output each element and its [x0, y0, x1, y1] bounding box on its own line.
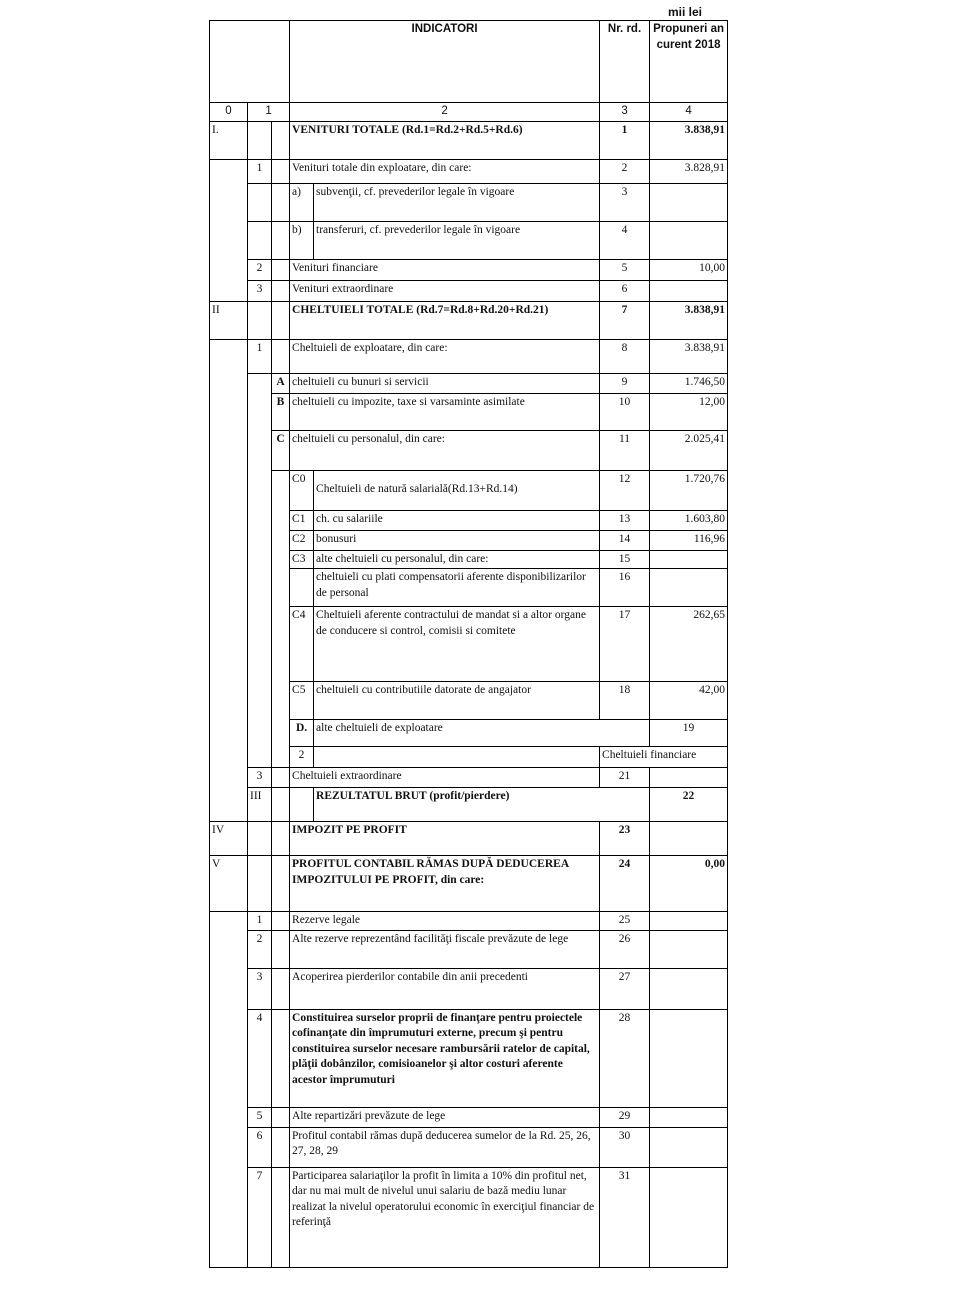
- row-value: 1.603,80: [650, 510, 728, 530]
- row-number: 12: [600, 470, 650, 510]
- subcategory-code: C5: [290, 682, 314, 720]
- header-row: [210, 21, 728, 103]
- subcategory-code: C0: [290, 470, 314, 510]
- item-number: 3: [248, 280, 272, 301]
- table-row: [210, 183, 728, 221]
- row-label: cheltuieli cu bunuri si servicii: [290, 373, 600, 393]
- row-value: 0,00: [650, 856, 728, 912]
- column-number: 4: [650, 103, 728, 122]
- table-row: [210, 121, 728, 159]
- row-value: 116,96: [650, 530, 728, 550]
- row-label: ch. cu salariile: [314, 510, 600, 530]
- row-label: IMPOZIT PE PROFIT: [290, 822, 600, 856]
- row-number: 17: [600, 607, 650, 682]
- row-value: 1.720,76: [650, 470, 728, 510]
- row-value: [650, 930, 728, 968]
- roman-numeral: IV: [210, 822, 248, 856]
- header-propuneri: Propuneri an curent 2018: [650, 21, 728, 103]
- row-label: transferuri, cf. prevederilor legale în vigoare: [314, 221, 600, 259]
- roman-numeral: III: [248, 788, 272, 822]
- row-label: Venituri financiare: [290, 259, 600, 280]
- table-row: [210, 470, 728, 510]
- row-label: Cheltuieli financiare: [600, 747, 728, 768]
- row-number: 25: [600, 912, 650, 931]
- row-value: [650, 183, 728, 221]
- row-label: Participarea salariaţilor la profit în limita a 10% din profitul net, dar nu mai mult de nivelul unui salariu de bază mediu lunar realizat la nivelul operatorului economic în exerciţiul financiar de referinţă: [290, 1167, 600, 1267]
- item-number: 3: [248, 968, 272, 1009]
- item-number: 1: [248, 912, 272, 931]
- row-label: Cheltuieli de natură salarială(Rd.13+Rd.14): [314, 470, 600, 510]
- subcategory-code: C3: [290, 550, 314, 569]
- row-label: subvenţii, cf. prevederilor legale în vigoare: [314, 183, 600, 221]
- category-letter: D.: [290, 720, 314, 747]
- item-number: 2: [248, 259, 272, 280]
- row-value: 2.025,41: [650, 430, 728, 470]
- row-label: Alte rezerve reprezentând facilităţi fiscale prevăzute de lege: [290, 930, 600, 968]
- subcategory-code: C1: [290, 510, 314, 530]
- row-value: 42,00: [650, 682, 728, 720]
- row-value: 10,00: [650, 259, 728, 280]
- row-value: 3.838,91: [650, 339, 728, 373]
- column-number: 3: [600, 103, 650, 122]
- row-number: 21: [600, 768, 650, 788]
- row-label: cheltuieli cu impozite, taxe si varsaminte asimilate: [290, 393, 600, 430]
- table-row: [210, 430, 728, 470]
- column-number-row: [210, 103, 728, 122]
- row-value: [650, 221, 728, 259]
- sub-letter: b): [290, 221, 314, 259]
- table-row: [210, 822, 728, 856]
- table-row: [210, 1009, 728, 1107]
- row-number: 10: [600, 393, 650, 430]
- row-number: 27: [600, 968, 650, 1009]
- row-label: REZULTATUL BRUT (profit/pierdere): [314, 788, 650, 822]
- row-value: [650, 1127, 728, 1167]
- budget-table: [209, 20, 728, 1268]
- table-row: [210, 393, 728, 430]
- table-row: [210, 968, 728, 1009]
- table-row: [210, 856, 728, 912]
- row-number: 23: [600, 822, 650, 856]
- row-label: alte cheltuieli de exploatare: [314, 720, 650, 747]
- row-number: 30: [600, 1127, 650, 1167]
- item-number: 4: [248, 1009, 272, 1107]
- row-label: Cheltuieli aferente contractului de mandat si a altor organe de conducere si control, comisii si comitete: [314, 607, 600, 682]
- row-value: 262,65: [650, 607, 728, 682]
- row-label: cheltuieli cu plati compensatorii aferente disponibilizarilor de personal: [314, 569, 600, 607]
- sub-letter: a): [290, 183, 314, 221]
- row-number: 16: [600, 569, 650, 607]
- row-number: 26: [600, 930, 650, 968]
- table-row: [210, 912, 728, 931]
- table-row: [210, 301, 728, 339]
- header-nr-rd: Nr. rd.: [600, 21, 650, 103]
- roman-numeral: I.: [210, 121, 248, 159]
- row-label: Alte repartizări prevăzute de lege: [290, 1107, 600, 1127]
- row-number: 14: [600, 530, 650, 550]
- row-number: 1: [600, 121, 650, 159]
- row-number: 24: [600, 856, 650, 912]
- row-value: [650, 569, 728, 607]
- row-label: Cheltuieli extraordinare: [290, 768, 600, 788]
- row-label: Constituirea surselor proprii de finanţare pentru proiectele cofinanţate din împrumuturi externe, precum şi pentru constituirea surselor necesare rambursării ratelor de capital, plăţii dobânzilor, comisioanelor şi altor costuri aferente acestor împrumuturi: [290, 1009, 600, 1107]
- table-row: [210, 930, 728, 968]
- row-label: bonusuri: [314, 530, 600, 550]
- table-row: [210, 1107, 728, 1127]
- item-number: 1: [248, 339, 272, 373]
- table-row: [210, 768, 728, 788]
- row-number: 29: [600, 1107, 650, 1127]
- table-row: [210, 339, 728, 373]
- table-row: [210, 788, 728, 822]
- row-number: 9: [600, 373, 650, 393]
- roman-numeral: II: [210, 301, 248, 339]
- row-number: 18: [600, 682, 650, 720]
- row-label: cheltuieli cu personalul, din care:: [290, 430, 600, 470]
- item-number: 6: [248, 1127, 272, 1167]
- row-value: 12,00: [650, 393, 728, 430]
- row-label: Profitul contabil rămas după deducerea sumelor de la Rd. 25, 26, 27, 28, 29: [290, 1127, 600, 1167]
- category-letter: B: [272, 393, 290, 430]
- row-value: [650, 912, 728, 931]
- row-number: 11: [600, 430, 650, 470]
- row-label: cheltuieli cu contributiile datorate de angajator: [314, 682, 600, 720]
- row-number: 31: [600, 1167, 650, 1267]
- header-indicatori: INDICATORI: [290, 21, 600, 103]
- row-value: [650, 1167, 728, 1267]
- row-value: [650, 768, 728, 788]
- subcategory-code: C2: [290, 530, 314, 550]
- table-row: [210, 221, 728, 259]
- row-label: Venituri totale din exploatare, din care:: [290, 159, 600, 183]
- row-value: [650, 1009, 728, 1107]
- row-value: [650, 280, 728, 301]
- row-number: 2: [600, 159, 650, 183]
- row-number: 7: [600, 301, 650, 339]
- subcategory-code: C4: [290, 607, 314, 682]
- row-label: PROFITUL CONTABIL RĂMAS DUPĂ DEDUCEREA IMPOZITULUI PE PROFIT, din care:: [290, 856, 600, 912]
- row-number: 8: [600, 339, 650, 373]
- row-number: 3: [600, 183, 650, 221]
- table-row: [210, 373, 728, 393]
- item-number: 1: [248, 159, 272, 183]
- row-label: Rezerve legale: [290, 912, 600, 931]
- table-row: [210, 1127, 728, 1167]
- item-number: 5: [248, 1107, 272, 1127]
- roman-numeral: V: [210, 856, 248, 912]
- column-number: 1: [248, 103, 290, 122]
- row-value: 3.838,91: [650, 121, 728, 159]
- row-value: 1.746,50: [650, 373, 728, 393]
- row-label: CHELTUIELI TOTALE (Rd.7=Rd.8+Rd.20+Rd.21): [290, 301, 600, 339]
- unit-label: mii lei: [668, 5, 703, 19]
- row-number: 13: [600, 510, 650, 530]
- table-row: [210, 159, 728, 183]
- item-number: 7: [248, 1167, 272, 1267]
- row-value: [650, 968, 728, 1009]
- row-number: 4: [600, 221, 650, 259]
- item-number: 2: [248, 930, 272, 968]
- row-value: 3.828,91: [650, 159, 728, 183]
- column-number: 0: [210, 103, 248, 122]
- row-label: Cheltuieli de exploatare, din care:: [290, 339, 600, 373]
- row-label: Venituri extraordinare: [290, 280, 600, 301]
- table-row: [210, 1167, 728, 1267]
- row-label: Acoperirea pierderilor contabile din anii precedenti: [290, 968, 600, 1009]
- row-value: [650, 550, 728, 569]
- row-value: [650, 1107, 728, 1127]
- row-label: VENITURI TOTALE (Rd.1=Rd.2+Rd.5+Rd.6): [290, 121, 600, 159]
- category-letter: A: [272, 373, 290, 393]
- row-number: 19: [650, 720, 728, 747]
- item-number: 3: [248, 768, 272, 788]
- row-number: 28: [600, 1009, 650, 1107]
- category-letter: C: [272, 430, 290, 470]
- row-number: 5: [600, 259, 650, 280]
- header-blank: [210, 21, 290, 103]
- table-row: [210, 280, 728, 301]
- table-row: [210, 259, 728, 280]
- item-number: 2: [290, 747, 314, 768]
- column-number: 2: [290, 103, 600, 122]
- row-number: 22: [650, 788, 728, 822]
- row-number: 15: [600, 550, 650, 569]
- row-value: 3.838,91: [650, 301, 728, 339]
- row-value: [650, 822, 728, 856]
- row-label: alte cheltuieli cu personalul, din care:: [314, 550, 600, 569]
- row-number: 6: [600, 280, 650, 301]
